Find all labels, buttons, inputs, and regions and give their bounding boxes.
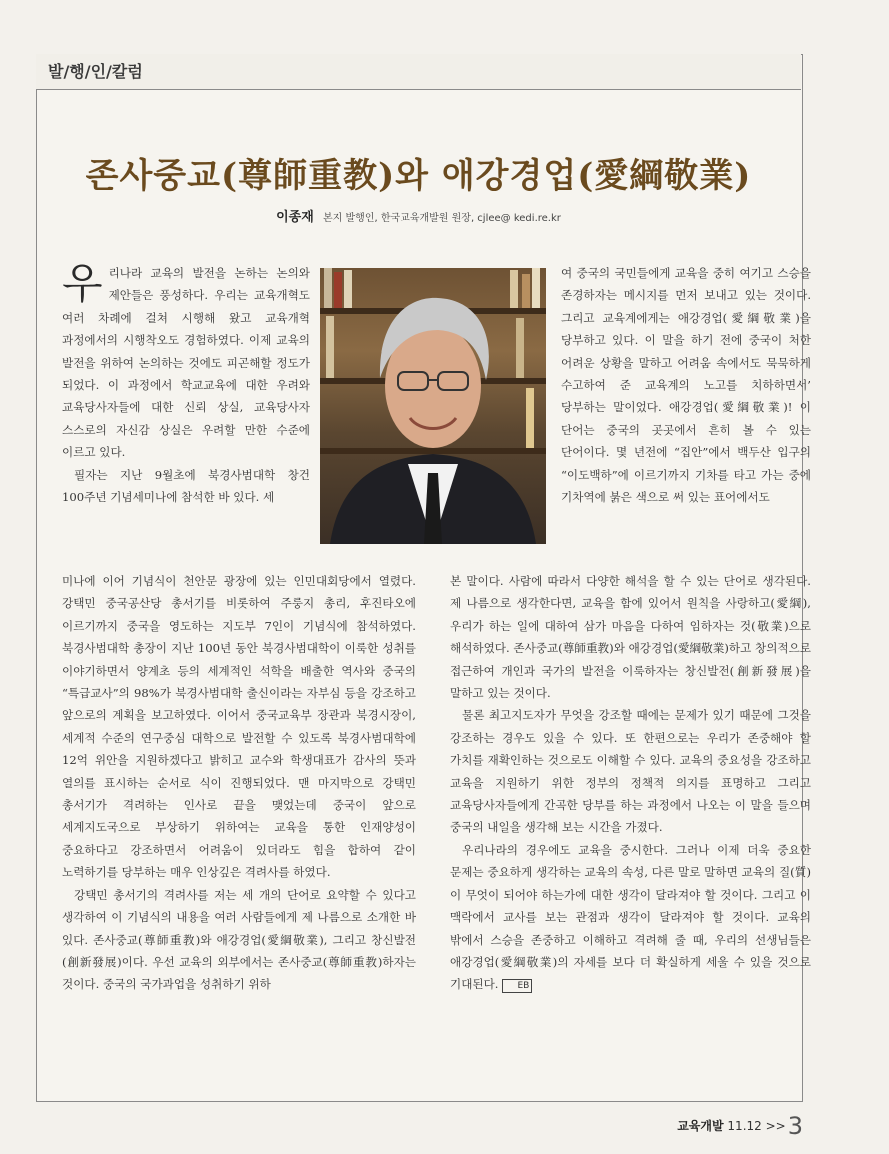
- paragraph: 본 말이다. 사람에 따라서 다양한 해석을 할 수 있는 단어로 생각된다. 제 나름으로 생각한다면, 교육을 함에 있어서 원칙을 사랑하고(愛綱), 우리가 하는 일에 대하여 삼가 마음을 다하여 임하자는 것(敬業)으로 해석하였다. 존사중교(尊師重教)와 애강경업(愛綱敬業)하고 창의적으로 접근하여 개인과 국가의 발전을 이룩하자는 창신발전(創新發展)을 말하고 있는 것이다.: [450, 574, 811, 701]
- byline: [36, 206, 801, 225]
- end-mark-icon: EB: [502, 979, 532, 993]
- article-column-left-bottom: [62, 570, 416, 996]
- article-column-right-bottom: [450, 570, 811, 996]
- paragraph: 우리나라의 경우에도 교육을 중시한다. 그러나 이제 더욱 중요한 문제는 중요하게 생각하는 교육의 속성, 다른 말로 말하면 교육의 질(質)이 무엇이 되어야 하는가에 대한 생각이 달라져야 할 것이다. 그리고 이 맥락에서 교사를 보는 관점과 생각이 달라져야 할 것이다. 교육의 밖에서 스승을 존중하고 이해하고 격려해 줄 때, 우리의 선생님들은 애강경업(愛綱敬業)의 자세를 보다 더 확실하게 세울 수 있을 것으로 기대된다.: [450, 842, 811, 992]
- page-footer: [677, 1112, 803, 1140]
- article-column-left-top: [62, 259, 310, 508]
- page-number: 3: [787, 1112, 803, 1140]
- author-name: 이종재: [276, 210, 314, 225]
- paragraph: 강택민 총서기의 격려사를 저는 세 개의 단어로 요약할 수 있다고 생각하여 이 기념식의 내용을 여러 사람들에게 제 나름으로 소개한 바 있다. 존사중교(尊師重教)와 애강경업(愛綱敬業), 그리고 창신발전(創新發展)이다. 우선 교육의 외부에서는 존사중교(尊師重教)하자는 것이다. 중국의 국가과업을 성취하기 위하: [62, 887, 416, 992]
- article-title: 존사중교(尊師重教)와 애강경업(愛綱敬業): [85, 156, 752, 196]
- paragraph: 미나에 이어 기념식이 천안문 광장에 있는 인민대회당에서 열렸다. 강택민 중국공산당 총서기를 비롯하여 주룽지 총리, 후진타오에 이르기까지 중국을 영도하는 지도부 7인이 기념식에 참석하였다. 북경사범대학 총장이 지난 100년 동안 북경사범대학이 이룩한 성취를 이야기하면서 양계초 등의 세계적인 석학을 배출한 역사와 중국의 “특급교사”의 98%가 북경사범대학 출신이라는 자부심 등을 강조하고 앞으로의 계획을 보고하였다. 이어서 중국교육부 장관과 북경시장이, 세계적 수준의 연구중심 대학으로 발전할 수 있도록 북경사범대학에 12억 위안을 지원하겠다고 밝히고 교수와 학생대표가 감사의 뜻과 열의를 표시하는 순서로 식이 진행되었다. 맨 마지막으로 강택민 총서기가 격려하는 인사로 끝을 맺었는데 중국이 앞으로 세계지도국으로 부상하기 위하여는 교육을 통한 인재양성이 중요하다고 강조하면서 어려움이 있더라도 힘을 합하여 같이 노력하기를 당부하는 매우 인상깊은 격려사를 하였다.: [62, 574, 416, 880]
- drop-cap: 우: [62, 259, 103, 308]
- issue-number: 11.12: [727, 1119, 762, 1133]
- author-photo: [320, 268, 546, 544]
- paragraph: 여 중국의 국민들에게 교육을 중히 여기고 스승을 존경하자는 메시지를 먼저 보내고 있는 것이다. 그리고 교육계에게는 애강경업(愛綱敬業)을 당부하고 있다. 이 말을 하기 전에 중국이 처한 어려운 상황을 말하고 어려움 속에서도 묵묵하게 수고하여 준 교육계의 노고를 치하하면서’ 당부하는 말이었다. 애강경업(愛綱敬業)! 이 단어는 중국의 곳곳에서 흔히 볼 수 있는 단어이다. 몇 년전에 “집안”에서 백두산 입구의 “이도백하”에 이르기까지 기차를 타고 가는 중에 기차역에 붉은 색으로 써 있는 표어에서도: [561, 266, 811, 505]
- paragraph: 리나라 교육의 발전을 논하는 논의와 제안들은 풍성하다. 우리는 교육개혁도 여러 차례에 걸쳐 시행해 왔고 교육개혁 과정에서의 시행착오도 경험하였다. 이제 교육의 발전을 위하여 논의하는 것에도 피곤해할 정도가 되었다. 이 과정에서 학교교육에 대한 우려와 교육당사자들에 대한 신뢰 상실, 교육당사자 스스로의 자신감 상실은 우려할 만한 수준에 이르고 있다.: [62, 266, 310, 460]
- column-label: 발/행/인/칼럼: [36, 54, 801, 90]
- paragraph: 물론 최고지도자가 무엇을 강조할 때에는 문제가 있기 때문에 그것을 강조하는 경우도 있을 수 있다. 또 한편으로는 우리가 존중해야 할 가치를 재확인하는 것으로도 이해할 수 있다. 교육의 중요성을 강조하고 교육을 지원하기 위한 정부의 정책적 의지를 표명하고 그리고 교육당사자들에게 간곡한 당부를 하는 과정에서 나오는 이 말을 들으며 중국의 내일을 생각해 보는 시간을 가졌다.: [450, 708, 811, 835]
- magazine-name: 교육개발: [677, 1119, 724, 1133]
- paragraph: 필자는 지난 9월초에 북경사범대학 창건 100주년 기념세미나에 참석한 바 있다. 세: [62, 467, 310, 505]
- article-column-right-top: [561, 262, 811, 508]
- arrows-icon: >>: [765, 1119, 786, 1133]
- portrait-figure: [320, 268, 546, 544]
- author-affiliation: 본지 발행인, 한국교육개발원 원장, cjlee@ kedi.re.kr: [323, 213, 561, 224]
